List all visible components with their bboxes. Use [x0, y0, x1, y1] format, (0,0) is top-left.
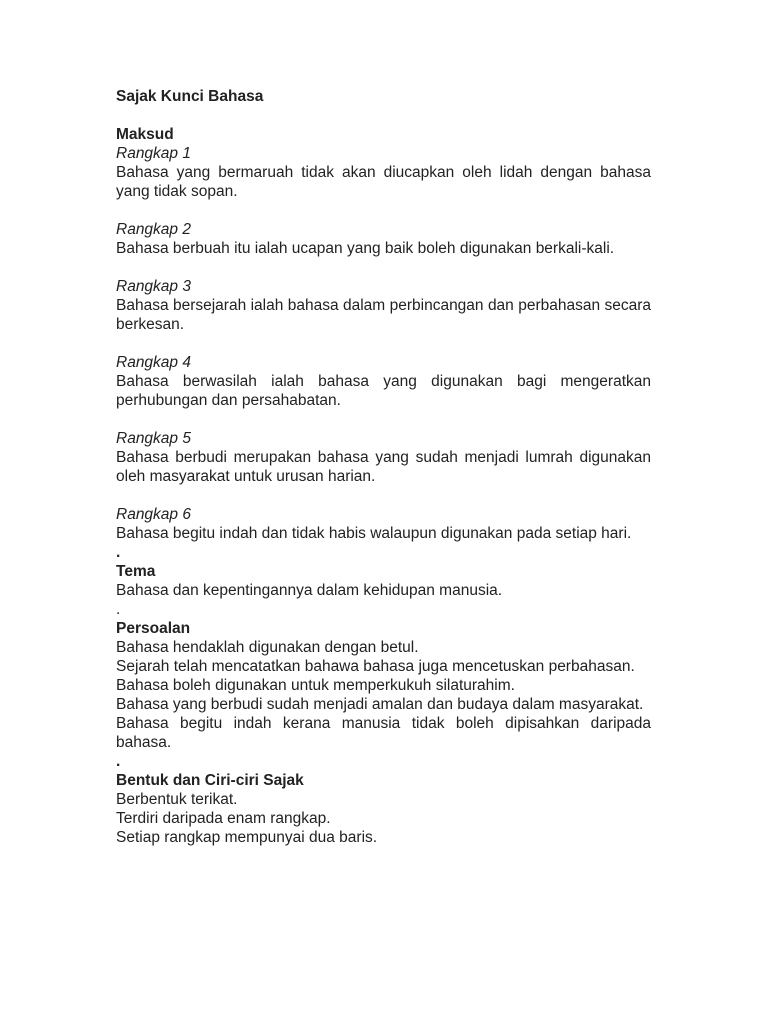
stanza-label: Rangkap 4: [116, 354, 191, 371]
persoalan-item: Sejarah telah mencatatkan bahawa bahasa juga mencetuskan perbahasan.: [116, 658, 635, 675]
stanza-label: Rangkap 2: [116, 221, 191, 238]
stanza-5: [116, 429, 651, 486]
stanza-text: Bahasa bersejarah ialah bahasa dalam perbincangan dan perbahasan secara berkesan.: [116, 297, 651, 333]
tema-heading: Tema: [116, 563, 156, 580]
stanza-label: Rangkap 1: [116, 145, 191, 162]
stanza-text: Bahasa berbudi merupakan bahasa yang sudah menjadi lumrah digunakan oleh masyarakat untuk urusan harian.: [116, 449, 651, 485]
stanza-text: Bahasa yang bermaruah tidak akan diucapkan oleh lidah dengan bahasa yang tidak sopan.: [116, 164, 651, 200]
stanza-3: [116, 277, 651, 334]
stanza-text: Bahasa berbuah itu ialah ucapan yang baik boleh digunakan berkali-kali.: [116, 240, 615, 257]
persoalan-item: Bahasa yang berbudi sudah menjadi amalan dan budaya dalam masyarakat.: [116, 696, 644, 713]
separator-dot: .: [116, 544, 121, 561]
bentuk-heading: Bentuk dan Ciri-ciri Sajak: [116, 772, 304, 789]
stanza-label: Rangkap 3: [116, 278, 191, 295]
maksud-heading: Maksud: [116, 126, 174, 143]
separator-dot: .: [116, 753, 121, 770]
bentuk-item: Terdiri daripada enam rangkap.: [116, 810, 331, 827]
stanza-2: [116, 220, 651, 258]
stanza-label: Rangkap 5: [116, 430, 191, 447]
persoalan-item: Bahasa begitu indah kerana manusia tidak boleh dipisahkan daripada bahasa.: [116, 715, 651, 751]
bentuk-item: Setiap rangkap mempunyai dua baris.: [116, 829, 378, 846]
document-title: Sajak Kunci Bahasa: [116, 88, 264, 105]
document-page: [116, 87, 651, 847]
stanza-6: [116, 505, 651, 543]
stanza-1: [116, 144, 651, 201]
persoalan-heading: Persoalan: [116, 620, 191, 637]
stanza-4: [116, 353, 651, 410]
stanza-label: Rangkap 6: [116, 506, 191, 523]
persoalan-item: Bahasa hendaklah digunakan dengan betul.: [116, 639, 419, 656]
stanza-text: Bahasa begitu indah dan tidak habis walaupun digunakan pada setiap hari.: [116, 525, 632, 542]
persoalan-item: Bahasa boleh digunakan untuk memperkukuh silaturahim.: [116, 677, 515, 694]
stanza-text: Bahasa berwasilah ialah bahasa yang digunakan bagi mengeratkan perhubungan dan persahabatan.: [116, 373, 651, 409]
bentuk-item: Berbentuk terikat.: [116, 791, 238, 808]
separator-dot: .: [116, 601, 121, 618]
tema-text: Bahasa dan kepentingannya dalam kehidupan manusia.: [116, 582, 503, 599]
